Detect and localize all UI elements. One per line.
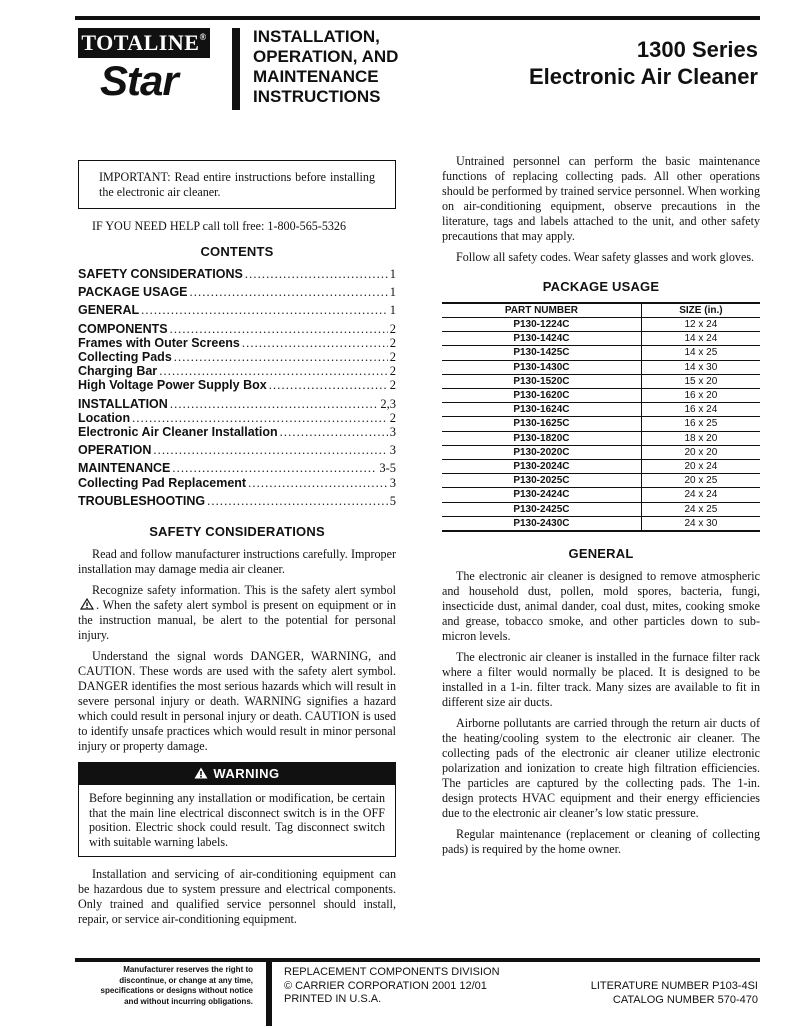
toc-entry-title: MAINTENANCE [78, 461, 171, 476]
toc-entry [78, 494, 396, 508]
part-number-cell: P130-1625C [442, 417, 641, 431]
toc-leader-dots [159, 364, 388, 378]
toc-leader-dots [207, 494, 388, 508]
toc-entry-page: 2 [389, 410, 396, 425]
table-row [442, 488, 760, 502]
toc-entry-title: PACKAGE USAGE [78, 285, 188, 300]
size-cell: 20 x 20 [641, 445, 760, 459]
size-cell: 20 x 25 [641, 474, 760, 488]
toc-leader-dots [170, 397, 379, 411]
table-row [442, 445, 760, 459]
table-row [442, 346, 760, 360]
warning-label: WARNING [213, 766, 280, 782]
table-header-row [442, 303, 760, 318]
toc-entry [78, 378, 396, 392]
size-cell: 12 x 24 [641, 318, 760, 332]
warning-header [79, 763, 395, 785]
table-row [442, 460, 760, 474]
size-cell: 20 x 24 [641, 460, 760, 474]
package-usage-heading: PACKAGE USAGE [542, 279, 660, 294]
toc-entry [78, 476, 396, 490]
table-row [442, 502, 760, 516]
toc-entry-page: 2 [389, 378, 396, 393]
size-cell: 14 x 24 [641, 332, 760, 346]
safety-paragraph-2: Recognize safety information. This is the safety alert symbol . When the safety alert symbol is present on equipment or in the instruction manual, be alert to the potential for personal injury. [78, 583, 396, 643]
toc-entry-page: 3 [389, 425, 396, 440]
toc-entry-title: OPERATION [78, 443, 152, 458]
toc-leader-dots [170, 322, 388, 336]
toc-entry [78, 322, 396, 336]
toc-entry-title: High Voltage Power Supply Box [78, 378, 267, 393]
general-paragraph-3: Airborne pollutants are carried through the return air ducts of the heating/cooling system to the electronic air cleaner. The collecting pads of the electronic air cleaner utilize electronic polarization and ionization to create high filtration efficiencies. The particles are captured by the collecting pads. The 1-in. design protects HVAC equipment and their energy efficiencies due to the electronic air cleaner’s low static pressure. [442, 716, 760, 821]
maintenance-intro-paragraph: Untrained personnel can perform the basic maintenance functions of replacing collecting pads. All other operations should be performed by trained service personnel. When working on air-conditioning equipment, observe precautions in the literature, tags and labels attached to the unit, and other safety precautions that may apply. [442, 154, 760, 243]
toc-entry-title: Frames with Outer Screens [78, 335, 240, 350]
safety-alert-icon [80, 598, 94, 610]
part-number-cell: P130-2024C [442, 460, 641, 474]
general-paragraph-1: The electronic air cleaner is designed to remove atmospheric and household dust, pollen, mold spores, bacteria, fungi, insecticide dust, animal dander, coal dust, mites, cooking smoke and grease, tobacco smoke, and other particles down to sub-micron levels. [442, 569, 760, 644]
important-notice: IMPORTANT: Read entire instructions before installing the electronic air cleaner. [78, 160, 396, 209]
part-number-cell: P130-2424C [442, 488, 641, 502]
table-row [442, 403, 760, 417]
toc-leader-dots [141, 303, 388, 317]
table-row [442, 360, 760, 374]
part-number-cell: P130-2025C [442, 474, 641, 488]
toc-leader-dots [172, 461, 377, 475]
size-cell: 14 x 30 [641, 360, 760, 374]
part-number-cell: P130-1224C [442, 318, 641, 332]
toc-entry-title: COMPONENTS [78, 321, 168, 336]
toc-entry-title: SAFETY CONSIDERATIONS [78, 267, 243, 281]
part-number-cell: P130-1624C [442, 403, 641, 417]
safety-heading: SAFETY CONSIDERATIONS [149, 524, 325, 540]
table-row [442, 318, 760, 332]
safety-paragraph-4: Installation and servicing of air-conditioning equipment can be hazardous due to system pressure and electrical components. Only trained and qualified service personnel should install, repair, or service air-conditioning equipment. [78, 867, 396, 927]
part-number-cell: P130-1520C [442, 374, 641, 388]
toc-entry-title: Location [78, 410, 131, 425]
toc-entry [78, 443, 396, 457]
toc-entry-page: 2 [389, 350, 396, 365]
toc-entry-page: 3-5 [379, 461, 396, 476]
table-row [442, 431, 760, 445]
toc-leader-dots [174, 350, 388, 364]
product-title [529, 36, 758, 90]
general-heading: GENERAL [568, 546, 634, 562]
toc-entry-page: 3 [389, 475, 396, 490]
warning-text: Before beginning any installation or modification, be certain that the main line electrical disconnect switch is in the OFF position. Electric shock could result. Tag disconnect switch with suitable warning labels. [89, 791, 385, 849]
toc-entry [78, 350, 396, 364]
size-cell: 14 x 25 [641, 346, 760, 360]
part-number-cell: P130-2425C [442, 502, 641, 516]
general-paragraph-2: The electronic air cleaner is installed in the furnace filter rack where a filter would normally be placed. It is designed to be installed in a 1-in. filter track. Many sizes are available to fit in different size air ducts. [442, 650, 760, 710]
toc-entry [78, 425, 396, 439]
table-row [442, 332, 760, 346]
toc-entry-title: TROUBLESHOOTING [78, 493, 206, 508]
toc-leader-dots [153, 443, 387, 457]
size-cell: 16 x 20 [641, 389, 760, 403]
part-number-cell: P130-2430C [442, 516, 641, 531]
left-column [78, 154, 396, 933]
toc-entry [78, 336, 396, 350]
warning-box [78, 762, 396, 857]
toc-entry [78, 411, 396, 425]
general-paragraph-4: Regular maintenance (replacement or cleaning of collecting pads) is required by the home owner. [442, 827, 760, 857]
toc-entry-page: 2 [389, 364, 396, 379]
size-cell: 18 x 20 [641, 431, 760, 445]
size-cell: 16 x 24 [641, 403, 760, 417]
part-number-cell: P130-1430C [442, 360, 641, 374]
help-line: IF YOU NEED HELP call toll free: 1-800-565-5326 [92, 219, 347, 233]
part-number-cell: P130-2020C [442, 445, 641, 459]
toc-leader-dots [245, 267, 388, 281]
table-row [442, 417, 760, 431]
logo-wordmark: TOTALINE® [78, 28, 210, 58]
toc-entry-page: 1 [389, 285, 396, 300]
toc-leader-dots [269, 378, 388, 392]
toc-leader-dots [280, 425, 388, 439]
totaline-star-logo [78, 28, 210, 104]
part-number-cell: P130-1424C [442, 332, 641, 346]
part-number-header: PART NUMBER [442, 303, 641, 318]
footer-rule [75, 958, 760, 962]
toc-leader-dots [242, 336, 388, 350]
logo-star-text: Star [100, 57, 178, 104]
part-number-cell: P130-1620C [442, 389, 641, 403]
toc-entry [78, 397, 396, 411]
series-name: 1300 Series [636, 37, 758, 62]
size-header: SIZE (in.) [641, 303, 760, 318]
warning-icon [194, 767, 208, 779]
toc-entry-page: 2 [389, 321, 396, 336]
document-type-title: INSTALLATION, OPERATION, AND MAINTENANCE INSTRUCTIONS [253, 27, 399, 106]
size-cell: 24 x 30 [641, 516, 760, 531]
right-column [442, 154, 760, 863]
toc-entry-title: Electronic Air Cleaner Installation [78, 425, 278, 440]
size-cell: 15 x 20 [641, 374, 760, 388]
table-row [442, 389, 760, 403]
table-of-contents [78, 267, 396, 508]
toc-entry-title: INSTALLATION [78, 396, 168, 411]
toc-entry [78, 364, 396, 378]
toc-entry-page: 2,3 [380, 396, 396, 411]
table-row [442, 516, 760, 531]
toc-leader-dots [248, 476, 388, 490]
toc-entry-page: 2 [389, 335, 396, 350]
toc-entry-title: Charging Bar [78, 364, 158, 379]
toc-entry-page: 1 [389, 267, 396, 281]
toc-entry-page: 5 [389, 493, 396, 508]
footer-literature-numbers: LITERATURE NUMBER P103-4SI CATALOG NUMBER 570-470 [590, 980, 758, 1006]
toc-leader-dots [190, 285, 388, 299]
toc-entry [78, 267, 396, 281]
size-cell: 24 x 25 [641, 502, 760, 516]
toc-entry [78, 303, 396, 317]
toc-entry-title: GENERAL [78, 303, 140, 318]
safety-paragraph-1: Read and follow manufacturer instructions carefully. Improper installation may damage media air cleaner. [78, 547, 396, 577]
safety-paragraph-3: Understand the signal words DANGER, WARNING, and CAUTION. These words are used with the safety alert symbol. DANGER identifies the most serious hazards which will result in severe personal injury or death. WARNING signifies a hazard which could result in personal injury or death. CAUTION is used to identify unsafe practices which would result in minor personal injury or property damage. [78, 649, 396, 754]
footer-divider [266, 958, 272, 1026]
toc-entry-page: 3 [389, 443, 396, 458]
toc-leader-dots [132, 411, 388, 425]
part-number-cell: P130-1425C [442, 346, 641, 360]
safety-codes-paragraph: Follow all safety codes. Wear safety glasses and work gloves. [456, 250, 755, 264]
contents-heading: CONTENTS [200, 244, 274, 259]
toc-entry-title: Collecting Pad Replacement [78, 475, 247, 490]
footer-division-info: REPLACEMENT COMPONENTS DIVISION © CARRIER CORPORATION 2001 12/01 PRINTED IN U.S.A. [284, 966, 500, 1005]
footer-disclaimer: Manufacturer reserves the right to discontinue, or change at any time, specifications or designs without notice and without incurring obligations. [100, 965, 253, 1006]
top-rule [75, 16, 760, 20]
toc-entry [78, 285, 396, 299]
header-divider [232, 28, 240, 110]
toc-entry-title: Collecting Pads [78, 350, 172, 365]
size-cell: 24 x 24 [641, 488, 760, 502]
table-row [442, 474, 760, 488]
part-number-cell: P130-1820C [442, 431, 641, 445]
toc-entry-page: 1 [389, 303, 396, 318]
package-usage-table [442, 302, 760, 532]
size-cell: 16 x 25 [641, 417, 760, 431]
table-row [442, 374, 760, 388]
product-name: Electronic Air Cleaner [528, 64, 758, 89]
toc-entry [78, 461, 396, 475]
